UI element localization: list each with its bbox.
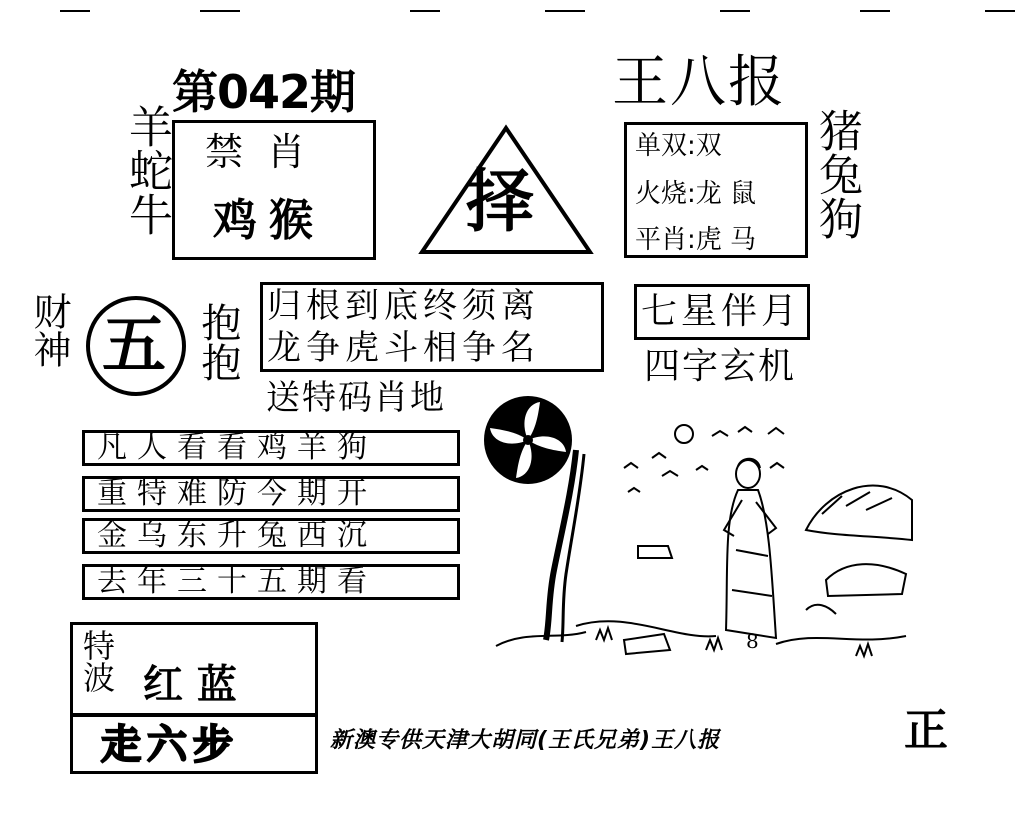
side-zodiacs-right: 猪兔狗 [811,108,862,240]
hug-label: 抱抱 [195,302,241,382]
info-label-oddeven: 单双: [635,131,696,161]
verse-line-4: 去年三十五期看 [82,564,460,600]
wealth-label: 财神 [27,292,71,368]
masthead-title: 王八报 [612,50,786,115]
steps-text: 走六步 [101,722,239,768]
scene-illustration [476,410,916,690]
info-label-fire: 火烧: [635,179,696,209]
idiom-text: 七星伴月 [641,291,802,332]
special-wave-label: 特波 [78,629,116,693]
info-row-flat [635,221,756,259]
footer-stamp: 正 [904,705,948,756]
verse-line-2: 重特难防今期开 [82,476,460,512]
poem-line-2: 龙争虎斗相争名 [267,328,540,368]
idiom-caption: 四字玄机 [644,346,797,387]
scan-line [860,10,890,12]
info-value-oddeven: 双 [695,131,722,161]
info-value-fire: 龙 鼠 [695,179,757,209]
scan-line [60,10,90,12]
issue-title: 第042期 [172,65,356,119]
wealth-circle [86,296,186,396]
forbidden-heading: 禁 肖 [205,130,306,174]
wealth-number: 五 [102,309,166,383]
scan-line [720,10,750,12]
poem-line-1: 归根到底终须离 [267,286,540,326]
verse-line-3: 金乌东升兔西沉 [82,518,460,554]
special-wave-colors: 红 蓝 [143,662,237,708]
steps-box [70,714,318,774]
special-wave-box [70,622,318,716]
forbidden-zodiacs: 鸡猴 [213,195,325,246]
illustration-number: 8 [746,629,759,653]
side-zodiacs-left: 羊蛇牛 [121,104,172,236]
scan-line [410,10,440,12]
scan-line [200,10,240,12]
info-box [624,122,808,258]
poem-box [260,282,604,372]
idiom-box [634,284,810,340]
scan-line [985,10,1015,12]
verse-line-1: 凡人看看鸡羊狗 [82,430,460,466]
info-row-fire [635,175,756,213]
info-row-oddeven [635,127,722,165]
forbidden-box [172,120,376,260]
info-label-flat: 平肖: [635,225,696,255]
info-value-flat: 虎 马 [695,225,757,255]
scan-line [545,10,585,12]
gift-text: 送特码肖地 [266,378,446,418]
footer-text: 新澳专供天津大胡同(王氏兄弟)王八报 [330,728,721,753]
triangle-char: 择 [466,162,535,242]
